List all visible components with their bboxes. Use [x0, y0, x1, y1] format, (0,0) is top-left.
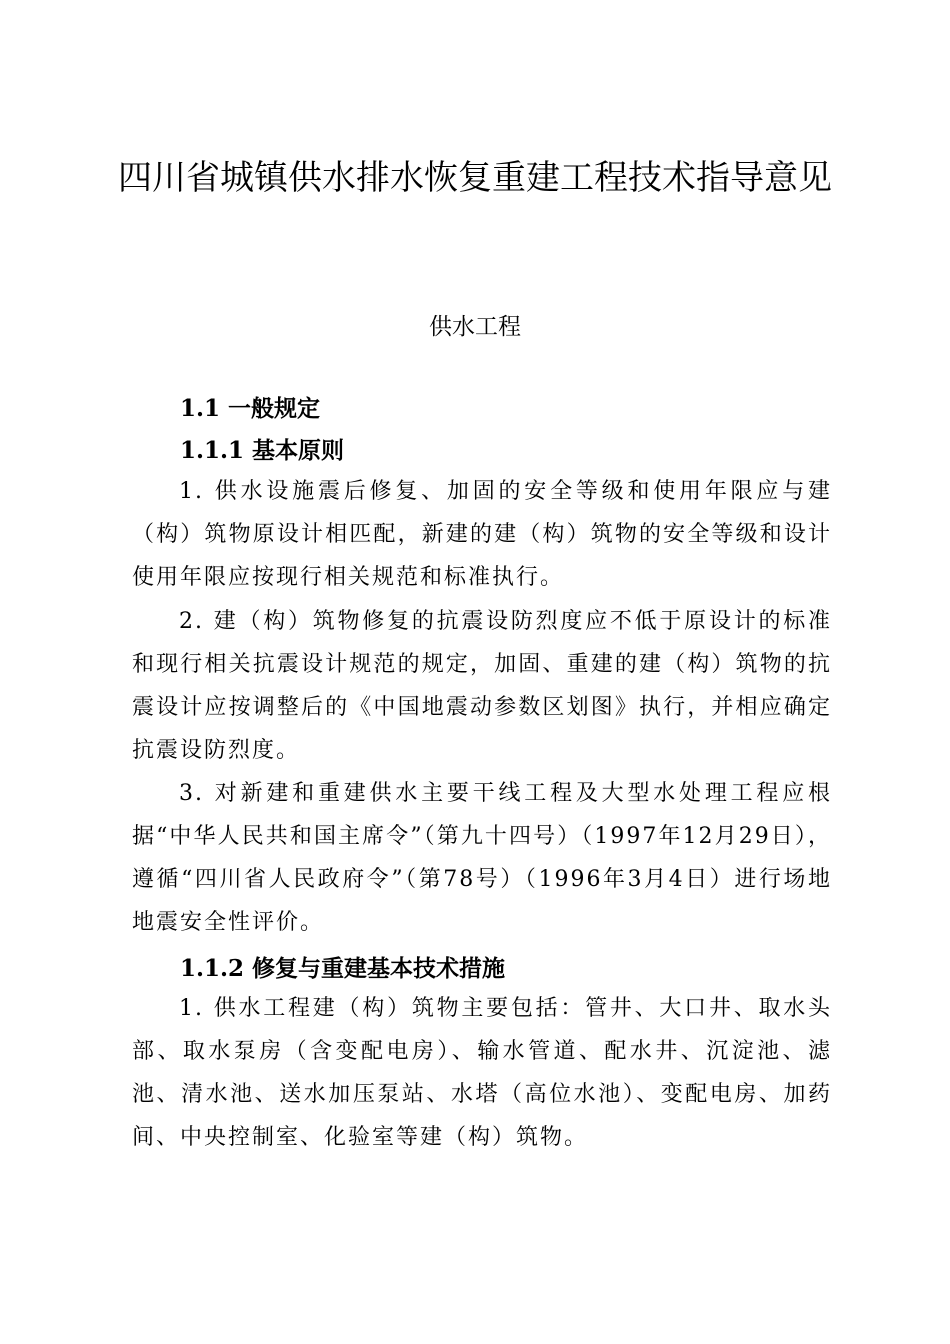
paragraph-4: 1. 供水工程建（构）筑物主要包括：管井、大口井、取水头部、取水泵房（含变配电房）、输水管道、配水井、沉淀池、滤池、清水池、送水加压泵站、水塔（高位水池）、变配电房、加药间、中央控制室、化验室等建（构）筑物。	[132, 996, 832, 1150]
heading-1-1: 1.1 一般规定	[180, 395, 321, 422]
paragraph-2: 2. 建（构）筑物修复的抗震设防烈度应不低于原设计的标准和现行相关抗震设计规范的规定，加固、重建的建（构）筑物的抗震设计应按调整后的《中国地震动参数区划图》执行，并相应确定抗震设防烈度。	[132, 609, 832, 763]
section-heading: 供水工程	[429, 314, 521, 340]
document-title: 四川省城镇供水排水恢复重建工程技术指导意见	[118, 158, 832, 198]
heading-1-1-1: 1.1.1 基本原则	[180, 437, 345, 464]
paragraph-3: 3. 对新建和重建供水主要干线工程及大型水处理工程应根据“中华人民共和国主席令”（第九十四号）（1997年12月29日），遵循“四川省人民政府令”（第78号）（1996年3月4日）进行场地地震安全性评价。	[132, 781, 832, 935]
heading-1-1-2: 1.1.2 修复与重建基本技术措施	[180, 955, 506, 982]
paragraph-1: 1. 供水设施震后修复、加固的安全等级和使用年限应与建（构）筑物原设计相匹配，新建的建（构）筑物的安全等级和设计使用年限应按现行相关规范和标准执行。	[132, 479, 832, 590]
